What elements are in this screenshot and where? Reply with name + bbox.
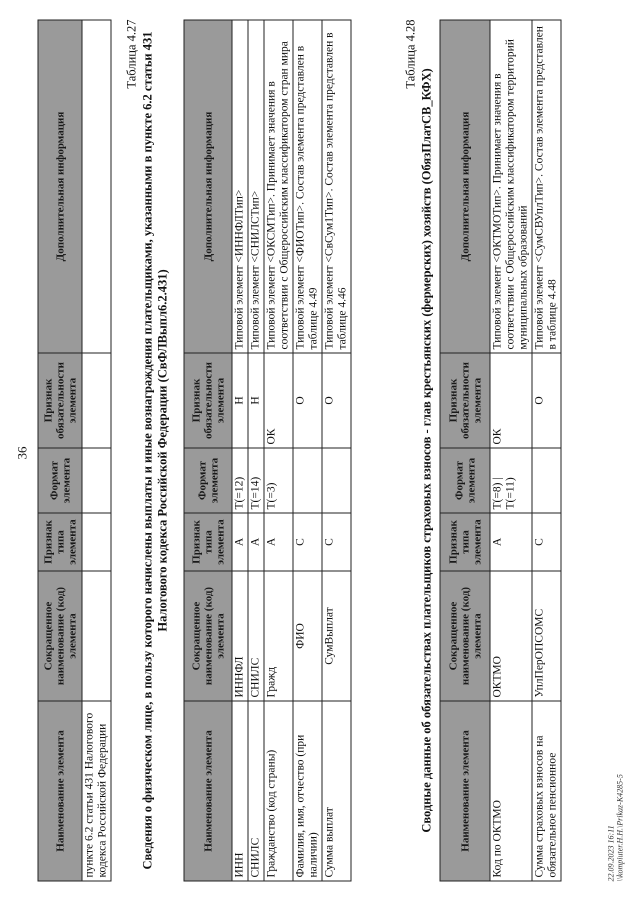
cell-type: С <box>322 513 351 571</box>
cell-required: О <box>293 353 322 448</box>
cell-name: Фамилия, имя, отчество (при наличии) <box>293 701 322 881</box>
cell-name: пункте 6.2 статьи 431 Налогового кодекса Российской Федерации <box>82 701 111 881</box>
header-info: Дополнительная информация <box>38 20 82 353</box>
header-required: Признак обязательности элемента <box>440 353 490 448</box>
cell-short: ИННФЛ <box>232 571 248 701</box>
cell-format <box>532 448 561 513</box>
cell-required: О <box>532 353 561 448</box>
table-row <box>248 20 264 881</box>
cell-type: С <box>293 513 322 571</box>
cell-type: А <box>490 513 532 571</box>
cell-info: Типовой элемент <ОКСМТип>. Принимает значения в соответствии с Общероссийским классификатором стран мира <box>264 20 293 353</box>
top-continuation-table <box>37 19 111 881</box>
cell-required: О <box>322 353 351 448</box>
table-header-row <box>38 20 82 881</box>
header-info: Дополнительная информация <box>184 20 232 353</box>
cell-short: Гражд <box>264 571 293 701</box>
cell-format: T(=3) <box>264 448 293 513</box>
cell-type: А <box>264 513 293 571</box>
cell-format <box>293 448 322 513</box>
table-427-title: Сведения о физическом лице, в пользу которого начислены выплаты и иные вознаграждения плательщиками, указанными в пункте 6.2 статьи 431 Налогового кодекса Российской Федерации (СвФЛВыпл6.2.431) <box>140 30 169 870</box>
header-info: Дополнительная информация <box>440 20 490 353</box>
header-type: Признак типа элемента <box>440 513 490 571</box>
cell-required: Н <box>232 353 248 448</box>
header-name: Наименование элемента <box>184 701 232 881</box>
cell-format: T(=8) | T(=11) <box>490 448 532 513</box>
table-header-row <box>184 20 232 881</box>
cell-name: СНИЛС <box>248 701 264 881</box>
table-row <box>264 20 293 881</box>
table-428-title: Сводные данные об обязательствах плательщиков страховых взносов - глав крестьянских (фермерских) хозяйств (ОбязПлатСВ_КФХ) <box>419 67 433 833</box>
footer-line-2: \\kompiuter.H.H.\Prikaz-K4285-5 <box>615 773 624 881</box>
header-short: Сокращенное наименование (код) элемента <box>184 571 232 701</box>
cell-name: ИНН <box>232 701 248 881</box>
table-row <box>82 20 111 881</box>
cell-info: Типовой элемент <ИННФЛТип> <box>232 20 248 353</box>
header-short: Сокращенное наименование (код) элемента <box>38 571 82 701</box>
cell-name: Код по ОКТМО <box>490 701 532 881</box>
cell-info: Типовой элемент <ОКТМОТип>. Принимает значения в соответствии с Общероссийским классификатором территорий муниципальных образований <box>490 20 532 353</box>
footer-line-1: 22.09.2023 16:11 <box>606 824 615 881</box>
cell-type: А <box>232 513 248 571</box>
table-428 <box>439 19 561 881</box>
header-type: Признак типа элемента <box>184 513 232 571</box>
header-short: Сокращенное наименование (код) элемента <box>440 571 490 701</box>
header-name: Наименование элемента <box>440 701 490 881</box>
cell-short: ОКТМО <box>490 571 532 701</box>
table-row <box>293 20 322 881</box>
cell-info: Типовой элемент <СумСВУплТип>. Состав элемента представлен в таблице 4.48 <box>532 20 561 353</box>
cell-type: А <box>248 513 264 571</box>
cell-short: СНИЛС <box>248 571 264 701</box>
header-name: Наименование элемента <box>38 701 82 881</box>
cell-name: Сумма выплат <box>322 701 351 881</box>
cell-info: Типовой элемент <ФИОТип>. Состав элемента представлен в таблице 4.49 <box>293 20 322 353</box>
cell-name: Гражданство (код страны) <box>264 701 293 881</box>
table-428-number: Таблица 4.28 <box>403 19 417 89</box>
header-format: Формат элемента <box>38 448 82 513</box>
table-row <box>532 20 561 881</box>
cell-info: Типовой элемент <СвСум1Тип>. Состав элемента представлен в таблице 4.46 <box>322 20 351 353</box>
footer-stamp <box>606 774 624 881</box>
header-required: Признак обязательности элемента <box>38 353 82 448</box>
cell-short: СумВыплат <box>322 571 351 701</box>
table-427 <box>183 19 351 881</box>
cell-required: ОК <box>264 353 293 448</box>
cell-short: УплПерОПСОМС <box>532 571 561 701</box>
header-required: Признак обязательности элемента <box>184 353 232 448</box>
header-type: Признак типа элемента <box>38 513 82 571</box>
cell-format: T(=14) <box>248 448 264 513</box>
cell-info: Типовой элемент <СНИЛСТип> <box>248 20 264 353</box>
cell-type: С <box>532 513 561 571</box>
cell-format <box>322 448 351 513</box>
header-format: Формат элемента <box>184 448 232 513</box>
cell-required: Н <box>248 353 264 448</box>
page-number: 36 <box>14 446 29 459</box>
table-row <box>322 20 351 881</box>
table-row <box>232 20 248 881</box>
cell-short: ФИО <box>293 571 322 701</box>
table-header-row <box>440 20 490 881</box>
cell-format: T(=12) <box>232 448 248 513</box>
cell-name: Сумма страховых взносов на обязательное пенсионное <box>532 701 561 881</box>
header-format: Формат элемента <box>440 448 490 513</box>
table-427-number: Таблица 4.27 <box>124 19 138 89</box>
table-row <box>490 20 532 881</box>
cell-required: ОК <box>490 353 532 448</box>
